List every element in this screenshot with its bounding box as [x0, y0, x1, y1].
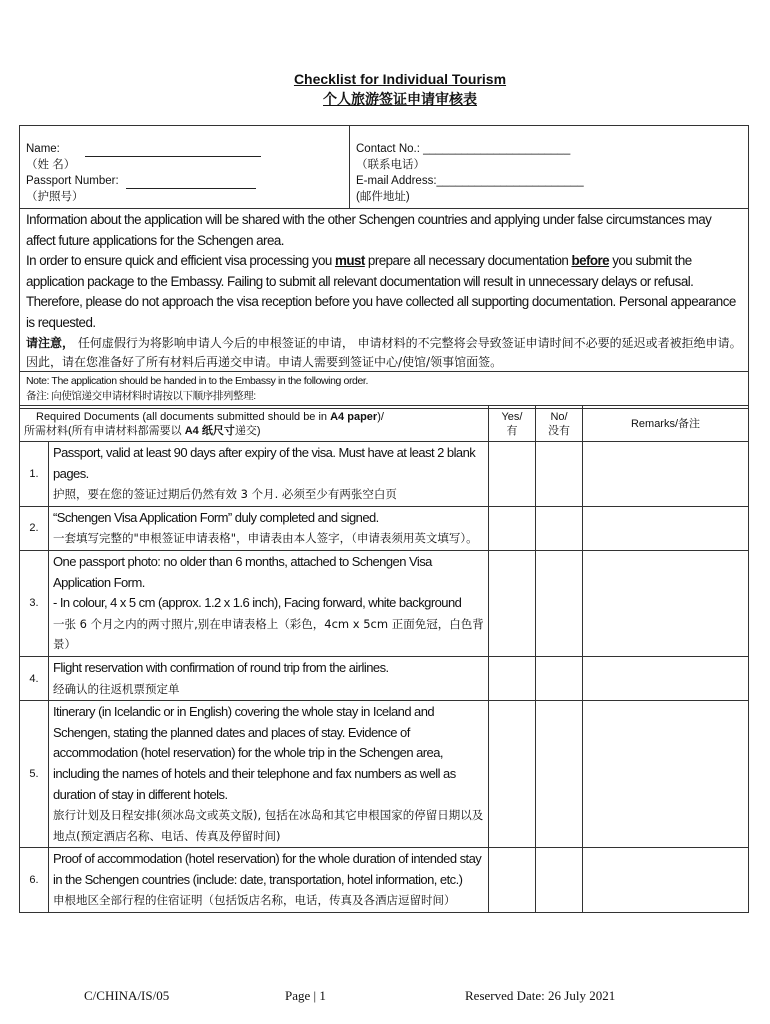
yes-cell[interactable] — [489, 442, 536, 507]
row-description — [49, 550, 489, 656]
row-number: 2. — [20, 506, 49, 550]
remarks-cell[interactable] — [583, 550, 749, 656]
remarks-cell[interactable] — [583, 656, 749, 700]
table-header-row — [20, 406, 749, 442]
row-description-en: One passport photo: no older than 6 months, attached to Schengen Visa Application Form. — [53, 553, 432, 590]
passport-label: Passport Number: — [26, 175, 119, 187]
row-number: 1. — [20, 442, 49, 507]
row-description-en: Proof of accommodation (hotel reservation) for the whole duration of intended stay in the Schengen countries (include: date, transportation, hotel information, etc.) — [53, 851, 482, 887]
row-description-en: Passport, valid at least 90 days after expiry of the visa. Must have at least 2 blank pages. — [53, 445, 476, 481]
applicant-header — [20, 126, 748, 209]
row-number: 6. — [20, 848, 49, 913]
row-description-en: - In colour, 4 x 5 cm (approx. 1.2 x 1.6 inch), Facing forward, white background — [53, 595, 462, 611]
title-cn: 个人旅游签证申请审核表 — [323, 91, 477, 107]
no-cell[interactable] — [536, 506, 583, 550]
row-number: 5. — [20, 701, 49, 848]
row-description — [49, 701, 489, 848]
row-description — [49, 442, 489, 507]
contact-cn: （联系电话） — [356, 159, 425, 171]
row-number: 3. — [20, 550, 49, 656]
row-description-cn: 一套填写完整的"申根签证申请表格"，申请表由本人签字，（申请表须用英文填写）。 — [53, 531, 478, 546]
applicant-left — [20, 126, 350, 208]
applicant-right — [350, 126, 748, 208]
no-cell[interactable] — [536, 848, 583, 913]
no-cell[interactable] — [536, 701, 583, 848]
note-en: Note: The application should be handed in to the Embassy in the following order. — [26, 375, 368, 387]
remarks-cell[interactable] — [583, 506, 749, 550]
title-en: Checklist for Individual Tourism — [293, 71, 507, 87]
no-cell[interactable] — [536, 550, 583, 656]
passport-field[interactable] — [126, 176, 256, 189]
row-description — [49, 848, 489, 913]
must-emphasis: must — [334, 253, 365, 269]
row-description-cn: 申根地区全部行程的住宿证明（包括饭店名称，电话，传真及各酒店逗留时间） — [53, 893, 456, 908]
applicant-form — [19, 125, 749, 409]
yes-cell[interactable] — [489, 701, 536, 848]
info-p2: In order to ensure quick and efficient visa processing you must prepare all necessary documentation before you submit the application package to the Embassy. Failing to submit all relevant documentation will result in unnecessary delays or refusal. Therefore, please do not approach the visa reception before you have collected all supporting documentation. Personal appearance is requested. — [26, 253, 736, 330]
row-description-en: “Schengen Visa Application Form” duly completed and signed. — [53, 509, 379, 525]
table-row — [20, 656, 749, 700]
row-description — [49, 506, 489, 550]
documents-table — [19, 405, 749, 913]
footer-page: Page | 1 — [285, 988, 326, 1003]
info-p1: Information about the application will be shared with the other Schengen countries and applying under false circumstances may affect future applications for the Schengen area. — [26, 212, 712, 248]
row-description-cn: 护照，要在您的签证过期后仍然有效 3 个月. 必须至少有两张空白页 — [53, 487, 397, 502]
passport-cn: （护照号） — [26, 191, 84, 203]
row-description-en: Itinerary (in Icelandic or in English) covering the whole stay in Iceland and Schengen, stating the planned dates and places of stay. Evidence of accommodation (hotel reservation) for the whole trip in the Schengen area, including the names of hotels and their telephone and fax numbers as well as duration of stay in different hotels. — [53, 704, 456, 802]
footer-reserved-date: Reserved Date: 26 July 2021 — [465, 988, 616, 1003]
header-no: No/ 没有 — [536, 406, 583, 442]
table-row — [20, 506, 749, 550]
table-row — [20, 442, 749, 507]
remarks-cell[interactable] — [583, 442, 749, 507]
contact-label: Contact No.: — [356, 143, 420, 155]
row-description-en: Flight reservation with confirmation of round trip from the airlines. — [53, 659, 389, 675]
header-required-documents: Required Documents (all documents submitted should be in A4 paper)/ 所需材料(所有申请材料都需要以 A4 纸尺寸递交) — [20, 406, 489, 442]
header-remarks: Remarks/备注 — [583, 406, 749, 442]
header-yes: Yes/ 有 — [489, 406, 536, 442]
no-cell[interactable] — [536, 656, 583, 700]
contact-field[interactable]: _______________________ — [423, 143, 571, 155]
info-block — [20, 209, 748, 372]
row-description — [49, 656, 489, 700]
before-emphasis: before — [571, 253, 610, 269]
row-description-cn: 经确认的往返机票预定单 — [53, 681, 180, 696]
row-description-cn: 旅行计划及日程安排(须冰岛文或英文版), 包括在冰岛和其它申根国家的停留日期以及地点(预定酒店名称、电话、传真及停留时间) — [53, 808, 484, 843]
name-field[interactable] — [85, 144, 261, 157]
email-cn: (邮件地址) — [356, 191, 410, 203]
info-cn: 请注意， 任何虚假行为将影响申请人今后的申根签证的申请， 申请材料的不完整将会导致签证申请时间不必要的延迟或者被拒绝申请。因此，请在您准备好了所有材料后再递交申请。申请人需要到签证中心/使馆/领事馆面签。 — [26, 335, 742, 369]
name-label: Name: — [26, 143, 60, 155]
email-label: E-mail Address: — [356, 175, 437, 187]
yes-cell[interactable] — [489, 550, 536, 656]
remarks-cell[interactable] — [583, 848, 749, 913]
footer-code: C/CHINA/IS/05 — [84, 988, 170, 1003]
remarks-cell[interactable] — [583, 701, 749, 848]
note-cn: 备注: 向使馆递交申请材料时请按以下顺序排列整理: — [26, 390, 256, 402]
table-row — [20, 701, 749, 848]
table-row — [20, 848, 749, 913]
table-row — [20, 550, 749, 656]
row-number: 4. — [20, 656, 49, 700]
yes-cell[interactable] — [489, 506, 536, 550]
yes-cell[interactable] — [489, 656, 536, 700]
row-description-cn: 一张 6 个月之内的两寸照片,别在申请表格上（彩色，4cm x 5cm 正面免冠，白色背景） — [53, 616, 484, 652]
email-field[interactable]: _______________________ — [436, 175, 584, 187]
yes-cell[interactable] — [489, 848, 536, 913]
no-cell[interactable] — [536, 442, 583, 507]
note-block — [20, 372, 748, 408]
name-cn: （姓 名） — [26, 159, 76, 171]
